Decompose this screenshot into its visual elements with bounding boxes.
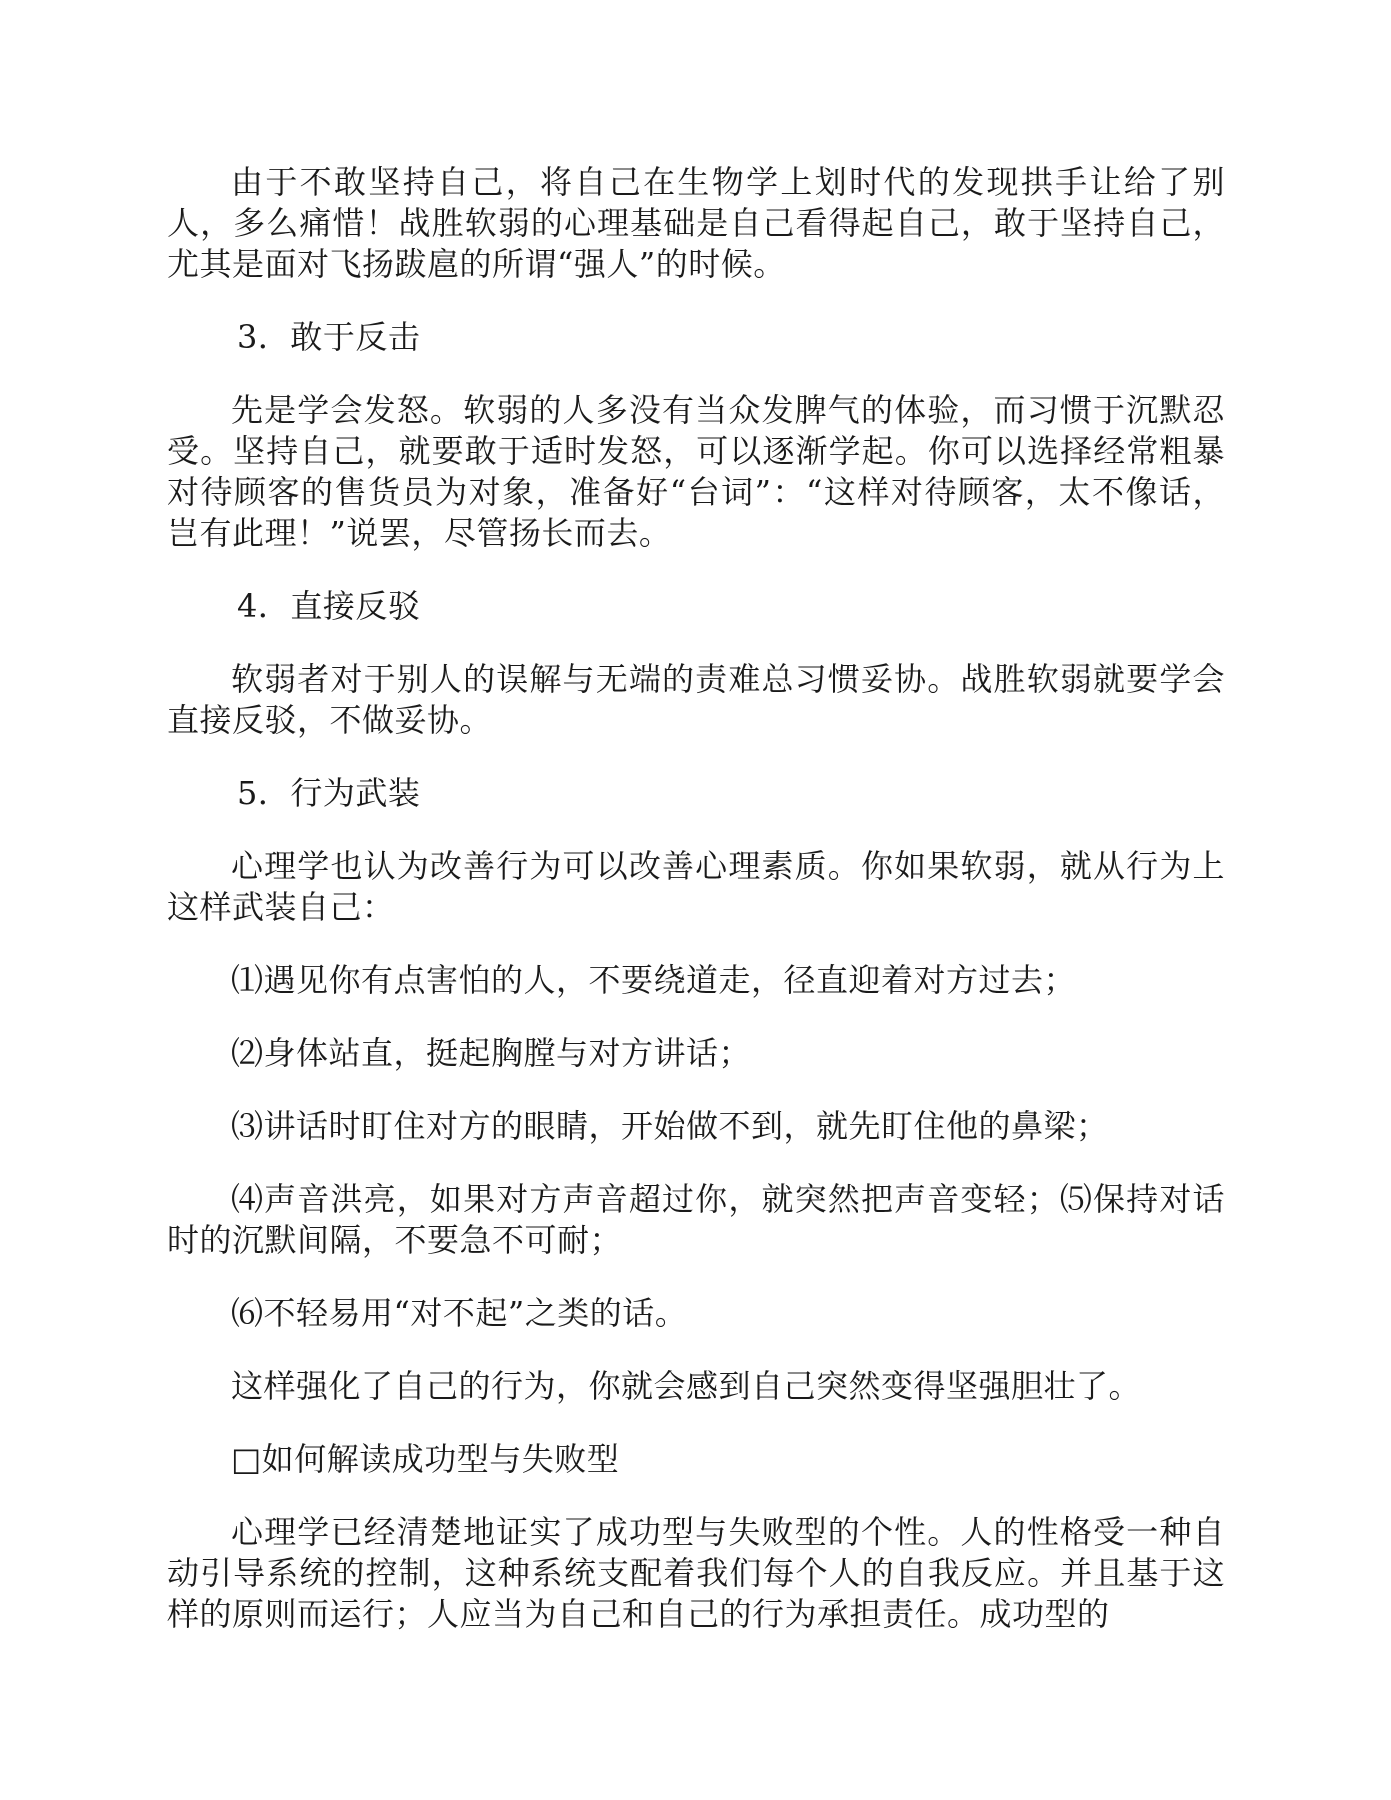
paragraph-anger: 先是学会发怒。软弱的人多没有当众发脾气的体验，而习惯于沉默忍受。坚持自己，就要敢于适时发怒，可以逐渐学起。你可以选择经常粗暴对待顾客的售货员为对象，准备好“台词”：“这样对待顾客，太不像话，岂有此理！”说罢，尽管扬长而去。 <box>167 391 1225 552</box>
section-heading-4: 4．直接反驳 <box>237 587 421 625</box>
section-heading-3: 3．敢于反击 <box>237 318 421 356</box>
list-item-3: ⑶讲话时盯住对方的眼睛，开始做不到，就先盯住他的鼻梁； <box>231 1107 1109 1145</box>
section-heading-success-failure: □如何解读成功型与失败型 <box>231 1440 620 1478</box>
paragraph-success-failure: 心理学已经清楚地证实了成功型与失败型的个性。人的性格受一种自动引导系统的控制，这种系统支配着我们每个人的自我反应。并且基于这样的原则而运行；人应当为自己和自己的行为承担责任。成功型的 <box>167 1513 1225 1633</box>
paragraph-intro: 由于不敢坚持自己，将自己在生物学上划时代的发现拱手让给了别人，多么痛惜！战胜软弱的心理基础是自己看得起自己，敢于坚持自己，尤其是面对飞扬跋扈的所谓“强人”的时候。 <box>167 163 1225 283</box>
list-item-1: ⑴遇见你有点害怕的人，不要绕道走，径直迎着对方过去； <box>231 961 1077 999</box>
paragraph-rebut: 软弱者对于别人的误解与无端的责难总习惯妥协。战胜软弱就要学会直接反驳，不做妥协。 <box>167 660 1225 739</box>
paragraph-behavior: 心理学也认为改善行为可以改善心理素质。你如果软弱，就从行为上这样武装自己： <box>167 847 1225 926</box>
paragraph-conclusion: 这样强化了自己的行为，你就会感到自己突然变得坚强胆壮了。 <box>231 1367 1142 1405</box>
section-heading-5: 5．行为武装 <box>237 774 421 812</box>
list-item-2: ⑵身体站直，挺起胸膛与对方讲话； <box>231 1034 752 1072</box>
document-body <box>167 162 1225 1635</box>
list-item-6: ⑹不轻易用“对不起”之类的话。 <box>231 1294 688 1332</box>
list-item-4-5: ⑷声音洪亮，如果对方声音超过你，就突然把声音变轻；⑸保持对话时的沉默间隔，不要急不可耐； <box>167 1180 1225 1259</box>
